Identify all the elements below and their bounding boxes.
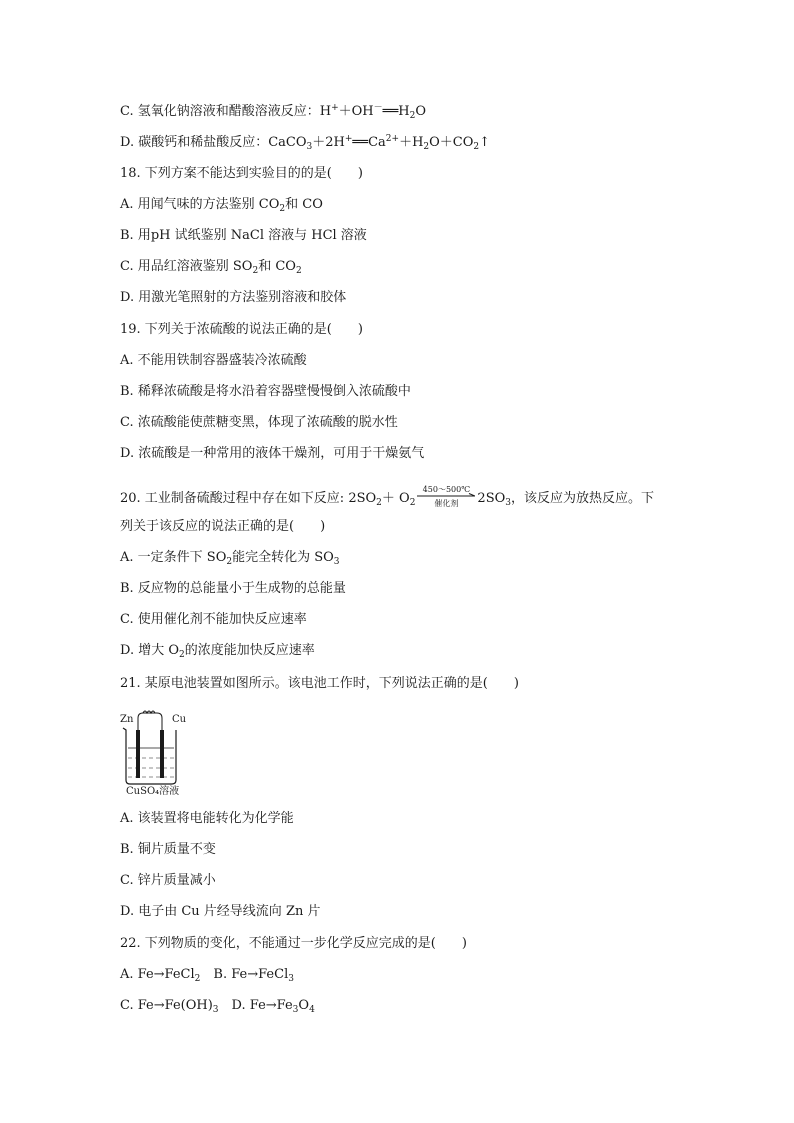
q22-stem: 22. 下列物质的变化，不能通过一步化学反应完成的是( )	[120, 936, 467, 951]
q19-option-d: D. 浓硫酸是一种常用的液体干燥剂，可用于干燥氨气	[120, 446, 425, 461]
q21-option-b: B. 铜片质量不变	[120, 842, 216, 857]
cu-electrode-label: Cu	[172, 714, 187, 725]
beaker-icon	[120, 710, 200, 786]
q21-option-d: D. 电子由 Cu 片经导线流向 Zn 片	[120, 904, 321, 919]
q19-stem: 19. 下列关于浓硫酸的说法正确的是( )	[120, 322, 363, 337]
q18-option-b: B. 用pH 试纸鉴别 NaCl 溶液与 HCl 溶液	[120, 228, 367, 243]
galvanic-cell-figure	[120, 710, 200, 800]
q21-option-c: C. 锌片质量减小	[120, 873, 216, 888]
q19-option-a: A. 不能用铁制容器盛装冷浓硫酸	[120, 353, 307, 368]
zn-electrode-label: Zn	[120, 714, 134, 725]
q18-stem: 18. 下列方案不能达到实验目的的是( )	[120, 166, 363, 181]
solution-label: CuSO₄溶液	[126, 786, 180, 797]
q20-option-d: D. 增大 $O_2$的浓度能加快反应速率	[120, 643, 315, 660]
q18-option-c: C. 用品红溶液鉴别 $SO_2$和 $CO_2$	[120, 259, 302, 276]
q22-options-ab: A. Fe→FeCl$_2$ B. Fe→FeCl$_3$	[120, 967, 294, 984]
q18-option-a: A. 用闻气味的方法鉴别 $CO_2$和 CO	[120, 197, 323, 214]
q21-stem: 21. 某原电池装置如图所示。该电池工作时，下列说法正确的是( )	[120, 676, 519, 691]
q17-option-d: D. 碳酸钙和稀盐酸反应：$CaCO_3+2H^+══Ca^{2+}+H_2O+CO_2↑$	[120, 134, 491, 152]
reaction-temperature: 450～500℃	[422, 485, 471, 494]
q20-stem-line1: 20. 工业制备硫酸过程中存在如下反应: $2SO_2+ O_2$ 450～500℃ 催化剂 $2SO_3$，该反应为放热反应。下	[120, 485, 655, 508]
q19-option-c: C. 浓硫酸能使蔗糖变黑，体现了浓硫酸的脱水性	[120, 415, 398, 430]
reaction-arrow	[417, 485, 475, 508]
q22-options-cd: C. $Fe\to Fe(OH)_3$ D. $Fe\to Fe_3O_4$	[120, 998, 315, 1015]
reaction-catalyst: 催化剂	[434, 499, 459, 508]
q17-option-c: C. 氢氧化钠溶液和醋酸溶液反应：$H^++OH^-══H_2O$	[120, 103, 427, 121]
q20-stem-line2: 列关于该反应的说法正确的是( )	[120, 519, 326, 534]
q20-option-b: B. 反应物的总能量小于生成物的总能量	[120, 581, 346, 596]
q20-option-c: C. 使用催化剂不能加快反应速率	[120, 612, 307, 627]
q21-option-a: A. 该装置将电能转化为化学能	[120, 811, 294, 826]
q18-option-d: D. 用激光笔照射的方法鉴别溶液和胶体	[120, 290, 347, 305]
q19-option-b: B. 稀释浓硫酸是将水沿着容器壁慢慢倒入浓硫酸中	[120, 384, 411, 399]
q20-option-a: A. 一定条件下 $SO_2$能完全转化为 $SO_3$	[120, 550, 340, 567]
